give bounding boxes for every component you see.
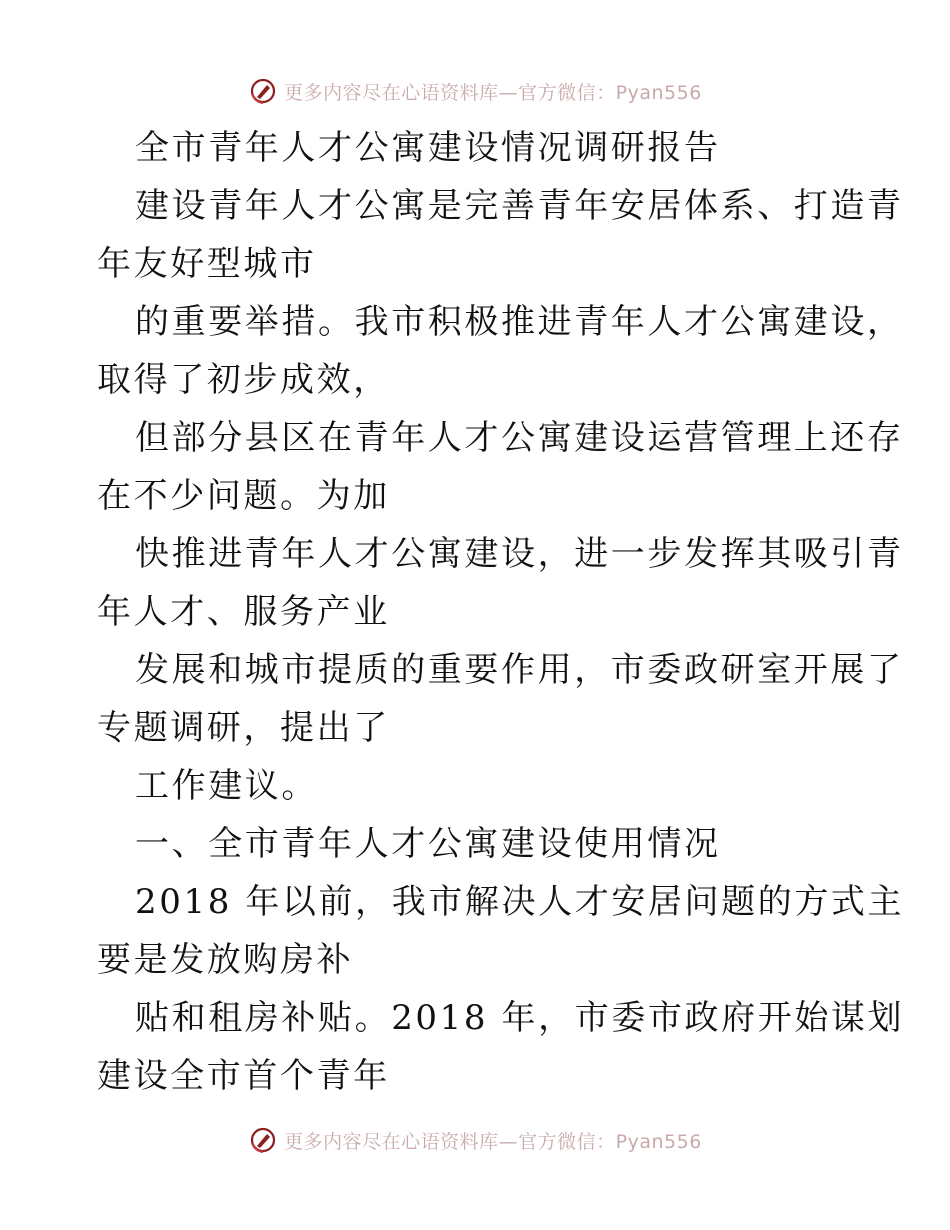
document-title: 全市青年人才公寓建设情况调研报告	[135, 128, 721, 168]
paragraph-line: 工作建议。	[135, 766, 318, 806]
paragraph-line: 2018 年以前，我市解决人才安居问题的方式主	[135, 882, 905, 922]
paragraph-line: 建设青年人才公寓是完善青年安居体系、打造青	[135, 186, 904, 226]
paragraph-line: 在不少问题。为加	[97, 476, 390, 516]
paragraph-line: 要是发放购房补	[97, 940, 354, 980]
paragraph-line: 但部分县区在青年人才公寓建设运营管理上还存	[135, 418, 904, 458]
paragraph-line: 贴和租房补贴。2018 年，市委市政府开始谋划	[135, 998, 905, 1038]
header-watermark-banner	[0, 71, 950, 111]
paragraph-line: 专题调研，提出了	[97, 708, 390, 748]
paragraph-line: 发展和城市提质的重要作用，市委政研室开展了	[135, 650, 904, 690]
watermark-text: 更多内容尽在心语资料库—官方微信：Pyan556	[284, 1130, 702, 1153]
paragraph-line: 快推进青年人才公寓建设，进一步发挥其吸引青	[135, 534, 904, 574]
paragraph-line: 年人才、服务产业	[97, 592, 390, 632]
section-heading: 一、全市青年人才公寓建设使用情况	[135, 824, 721, 864]
watermark-text: 更多内容尽在心语资料库—官方微信：Pyan556	[284, 81, 702, 104]
pen-nib-circle-logo-icon	[248, 76, 278, 106]
paragraph-line: 的重要举措。我市积极推进青年人才公寓建设，	[135, 302, 904, 342]
pen-nib-circle-logo-icon	[248, 1125, 278, 1155]
footer-watermark-banner	[0, 1120, 950, 1160]
paragraph-line: 年友好型城市	[97, 244, 317, 284]
paragraph-line: 建设全市首个青年	[97, 1056, 390, 1096]
paragraph-line: 取得了初步成效，	[97, 360, 390, 400]
